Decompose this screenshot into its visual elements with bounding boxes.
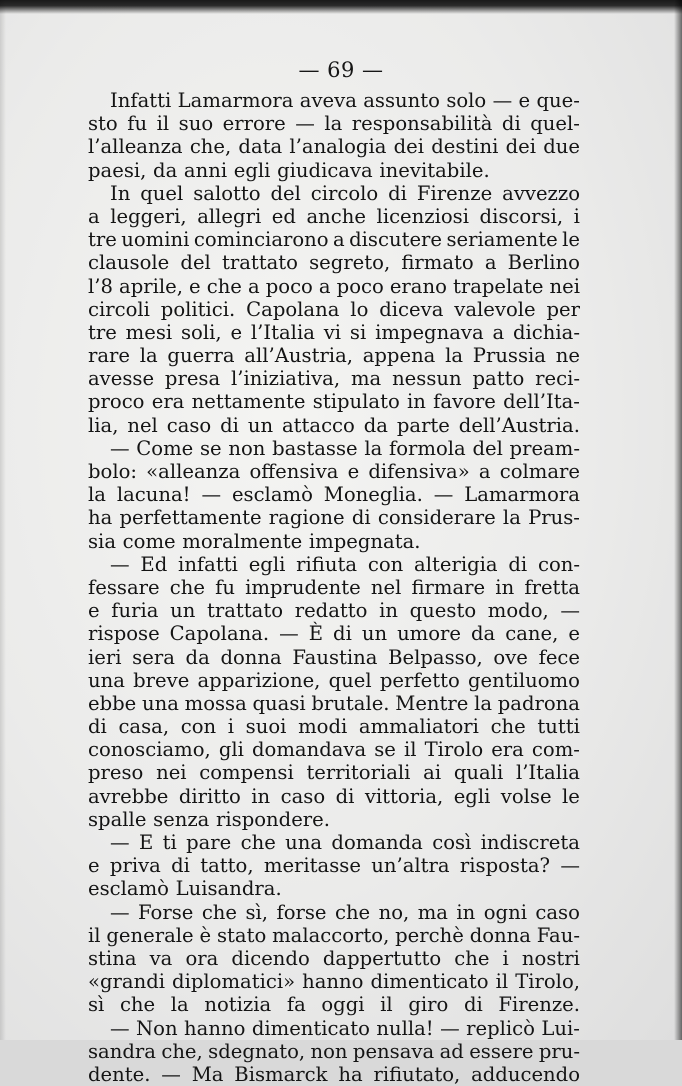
text-line: tre uomini cominciarono a discutere seriamente le (88, 228, 580, 252)
text-line: — Non hanno dimenticato nulla! — replicò Lui- (110, 1016, 580, 1040)
scan-right-edge (674, 0, 682, 1040)
text-line: a leggeri, allegri ed anche licenziosi discorsi, i (88, 204, 580, 228)
text-line: avrebbe diritto in caso di vittoria, egli volse le (88, 784, 580, 808)
text-line: In quel salotto del circolo di Firenze avvezzo (110, 181, 580, 205)
text-line: rare la guerra all’Austria, appena la Prussia ne (88, 344, 580, 368)
scan-left-edge (0, 0, 6, 1040)
text-line: Infatti Lamarmora aveva assunto solo — e que- (110, 89, 580, 112)
text-line: avesse presa l’iniziativa, ma nessun patto reci- (88, 367, 580, 391)
text-line: tre mesi soli, e l’Italia vi si impegnava a dichia- (88, 320, 580, 344)
text-line: — E ti pare che una domanda così indiscreta (110, 831, 580, 854)
text-line: ha perfettamente ragione di considerare la Prus- (88, 506, 580, 530)
text-line: una breve apparizione, quel perfetto gentiluomo (88, 668, 580, 692)
text-line: — Forse che sì, forse che no, ma in ogni caso (110, 900, 580, 924)
text-line: sto fu il suo errore — la responsabilità di quel- (88, 112, 580, 136)
text-line: ebbe una mossa quasi brutale. Mentre la padrona (88, 691, 580, 715)
text-line: l’alleanza che, data l’analogia dei destini dei due (88, 135, 580, 159)
text-line: fessare che fu imprudente nel firmare in fretta (88, 575, 580, 599)
text-line: bolo: «alleanza offensiva e difensiva» a colmare (88, 460, 580, 483)
text-line: di casa, con i suoi modi ammaliatori che tutti (88, 715, 580, 739)
text-line: clausole del trattato segreto, firmato a Berlino (88, 251, 580, 275)
text-line: lia, nel caso di un attacco da parte dell’Austria. (88, 413, 580, 437)
page-number: — 69 — (298, 58, 384, 82)
text-line: rispose Capolana. — È di un umore da cane, e (88, 622, 580, 646)
text-line: l’8 aprile, e che a poco a poco erano trapelate nei (88, 274, 580, 298)
text-line: sia come moralmente impegnata. (88, 529, 421, 553)
text-line: spalle senza rispondere. (88, 807, 330, 831)
text-line: sandra che, sdegnato, non pensava ad essere pru- (88, 1039, 580, 1063)
text-line: preso nei compensi territoriali ai quali l’Italia (88, 761, 580, 785)
text-line: ieri sera da donna Faustina Belpasso, ove fece (88, 645, 580, 669)
body-text (88, 89, 580, 1086)
text-line: esclamò Luisandra. (88, 877, 282, 901)
text-line: e furia un trattato redatto in questo modo, — (88, 599, 580, 623)
text-line: proco era nettamente stipulato in favore dell’Ita- (88, 390, 580, 414)
text-line: il generale è stato malaccorto, perchè donna Fau- (88, 923, 580, 947)
text-line: stina va ora dicendo dappertutto che i nostri (88, 946, 580, 970)
text-line: dente. — Ma Bismarck ha rifiutato, adducendo (88, 1062, 580, 1086)
text-line: sì che la notizia fa oggi il giro di Firenze. (88, 993, 580, 1017)
text-line: circoli politici. Capolana lo diceva valevole per (88, 297, 580, 321)
text-line: — Come se non bastasse la formola del pream- (110, 436, 580, 460)
text-line: — Ed infatti egli rifiuta con alterigia di con- (110, 552, 580, 576)
text-line: la lacuna! — esclamò Moneglia. — Lamarmora (88, 483, 580, 507)
scan-top-edge (0, 0, 682, 14)
text-line: conosciamo, gli domandava se il Tirolo era com- (88, 738, 580, 762)
text-line: paesi, da anni egli giudicava inevitabile. (88, 158, 490, 182)
text-line: e priva di tatto, meritasse un’altra risposta? — (88, 854, 580, 878)
text-line: «grandi diplomatici» hanno dimenticato il Tirolo, (88, 970, 580, 994)
